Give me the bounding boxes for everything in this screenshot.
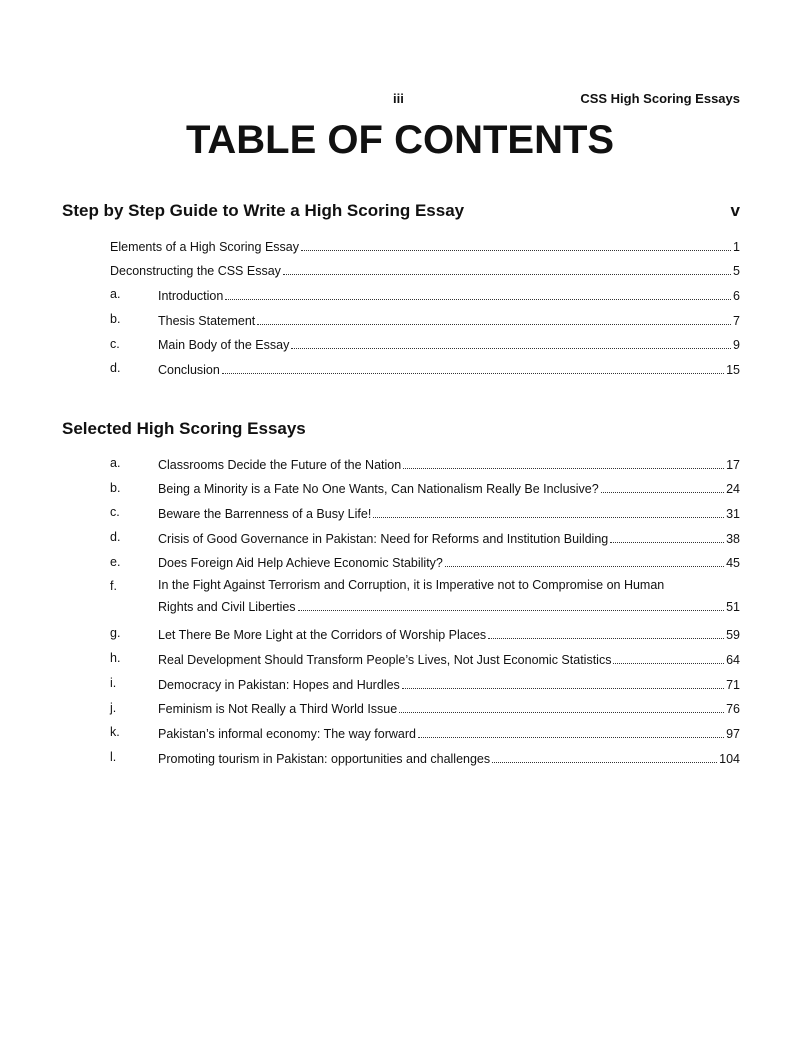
leader-dots	[257, 324, 731, 325]
toc-entry[interactable]	[62, 332, 740, 357]
toc-entry[interactable]	[62, 356, 740, 381]
toc-entry-text: Thesis Statement	[158, 313, 256, 328]
leader-dots	[613, 663, 724, 664]
toc-entry-marker: g.	[110, 626, 121, 641]
toc-entry-page: 24	[726, 482, 740, 497]
leader-dots	[488, 638, 724, 639]
toc-entry-text: Promoting tourism in Pakistan: opportunities and challenges	[158, 751, 491, 766]
leader-dots	[222, 373, 724, 374]
toc-entry-page: 15	[726, 363, 740, 378]
leader-dots	[301, 250, 731, 251]
toc-entry-text: Elements of a High Scoring Essay	[110, 239, 299, 254]
leader-dots	[403, 468, 724, 469]
toc-entry-page: 97	[726, 726, 740, 741]
toc-entry-marker: b.	[110, 480, 121, 495]
section-heading	[62, 201, 740, 225]
toc-entry-marker: a.	[110, 287, 121, 302]
leader-dots	[373, 517, 724, 518]
toc-entry[interactable]	[62, 476, 740, 501]
section-heading-text: Step by Step Guide to Write a High Scoring Essay	[62, 201, 465, 220]
toc-entry[interactable]	[62, 500, 740, 525]
toc-entry-page: 7	[733, 313, 740, 328]
toc-entry-marker: a.	[110, 456, 121, 470]
toc-entry-marker: k.	[110, 725, 120, 740]
toc-entry-text: Real Development Should Transform People’s Lives, Not Just Economic Statistics	[158, 652, 612, 667]
toc-entry-marker: c.	[110, 336, 120, 351]
page-title: TABLE OF CONTENTS	[185, 118, 615, 162]
toc-entry-text: Being a Minority is a Fate No One Wants, Can Nationalism Really Be Inclusive?	[158, 482, 599, 497]
leader-dots	[225, 299, 731, 300]
toc-entry-marker: c.	[110, 505, 120, 520]
leader-dots	[402, 688, 724, 689]
toc-entry[interactable]	[62, 671, 740, 696]
leader-dots	[610, 542, 724, 543]
leader-dots	[601, 492, 724, 493]
toc-entry[interactable]	[62, 307, 740, 332]
leader-dots	[492, 762, 717, 763]
toc-section-essays	[62, 419, 740, 770]
toc-entry-page: 1	[733, 239, 740, 254]
toc-entry-page: 104	[719, 751, 740, 766]
toc-entry[interactable]	[62, 550, 740, 575]
toc-entry[interactable]	[62, 525, 740, 550]
toc-entry-text: Feminism is Not Really a Third World Issue	[158, 702, 398, 717]
leader-dots	[283, 274, 731, 275]
toc-entry-page: 64	[726, 652, 740, 667]
toc-entry-text: Democracy in Pakistan: Hopes and Hurdles	[158, 677, 400, 692]
toc-entry-text: Main Body of the Essay	[158, 338, 290, 353]
toc-entry-text-continued: Rights and Civil Liberties	[158, 600, 296, 615]
toc-entry-page: 59	[726, 628, 740, 643]
toc-entry-page: 9	[733, 338, 740, 353]
toc-entry-marker: l.	[110, 749, 117, 764]
toc-entry-marker: d.	[110, 361, 121, 376]
leader-dots	[291, 348, 731, 349]
toc-entry-marker: b.	[110, 312, 121, 327]
toc-entry[interactable]	[62, 696, 740, 721]
toc-entry-page: 6	[733, 289, 740, 304]
toc-entry-marker: h.	[110, 651, 121, 666]
toc-entry-text: In the Fight Against Terrorism and Corruption, it is Imperative not to Compromise on Human	[158, 578, 665, 593]
toc-entry-text: Deconstructing the CSS Essay	[110, 264, 281, 279]
toc-entry-page: 17	[726, 457, 740, 472]
toc-entry-page: 38	[726, 531, 740, 546]
toc-entry-marker: e.	[110, 554, 121, 569]
leader-dots	[298, 610, 725, 611]
leader-dots	[399, 712, 724, 713]
leader-dots	[418, 737, 724, 738]
section-heading-text: Selected High Scoring Essays	[62, 419, 306, 438]
toc-entry-text: Classrooms Decide the Future of the Nation	[158, 457, 402, 472]
toc-entry-text: Conclusion	[158, 363, 220, 378]
toc-entry[interactable]	[62, 258, 740, 283]
toc-section-guide	[62, 201, 740, 381]
toc-entry[interactable]	[62, 646, 740, 671]
toc-entry[interactable]	[62, 282, 740, 307]
toc-entry-page: 76	[726, 702, 740, 717]
toc-entry-marker: j.	[110, 700, 117, 715]
toc-entry-text: Let There Be More Light at the Corridors of Worship Places	[158, 628, 487, 643]
toc-entry-text: Beware the Barrenness of a Busy Life!	[158, 507, 372, 522]
header-page-number: iii	[393, 91, 404, 106]
toc-entry-marker: d.	[110, 530, 121, 545]
section-heading-page: v	[730, 201, 740, 220]
toc-entry-page: 5	[733, 264, 740, 279]
toc-entry-marker: f.	[110, 579, 117, 594]
leader-dots	[445, 566, 724, 567]
toc-entry-text: Introduction	[158, 289, 224, 304]
toc-entry-marker: i.	[110, 675, 117, 690]
toc-entry-text: Does Foreign Aid Help Achieve Economic Stability?	[158, 556, 443, 571]
toc-entry[interactable]	[62, 745, 740, 770]
header-book-title: CSS High Scoring Essays	[580, 91, 740, 106]
toc-entry[interactable]	[62, 574, 740, 621]
toc-entry-text: Pakistan’s informal economy: The way forward	[158, 726, 416, 741]
toc-entry-page: 71	[726, 677, 740, 692]
toc-entry-page: 51	[726, 600, 740, 615]
toc-entry-text: Crisis of Good Governance in Pakistan: Need for Reforms and Institution Building	[158, 531, 609, 546]
toc-entry[interactable]	[62, 621, 740, 646]
toc-entry-page: 45	[726, 556, 740, 571]
section-heading	[62, 419, 740, 443]
toc-entry[interactable]	[62, 451, 740, 476]
toc-entry[interactable]	[62, 233, 740, 258]
toc-entry[interactable]	[62, 720, 740, 745]
toc-entry-page: 31	[726, 507, 740, 522]
